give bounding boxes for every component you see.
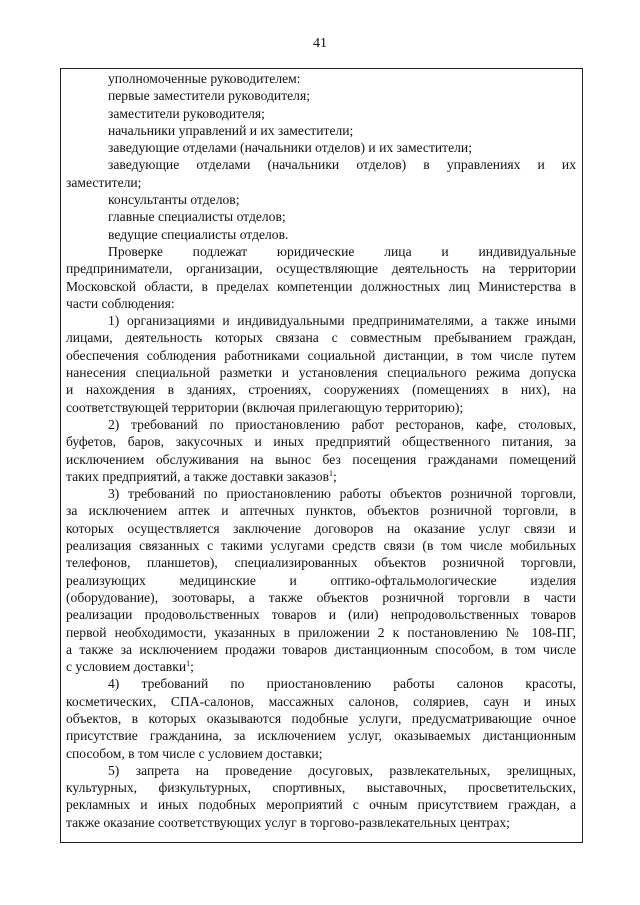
line-text: Московской области, в пределах компетенции должностных лиц Министерства в xyxy=(66,278,576,294)
text-line xyxy=(66,589,576,606)
text-line xyxy=(66,70,576,87)
line-text: 1) организациями и индивидуальными предпринимателями, а также иными xyxy=(108,313,576,329)
text-line xyxy=(66,451,576,468)
line-text: косметических, СПА-салонов, массажных салонов, соляриев, саун и иных xyxy=(66,693,576,709)
text-line xyxy=(66,727,576,744)
text-line xyxy=(66,693,576,710)
line-text: заведующие отделами (начальники отделов) и их заместители; xyxy=(108,140,472,156)
line-text: консультанты отделов; xyxy=(108,192,240,208)
text-line xyxy=(66,312,576,329)
text-line xyxy=(66,779,576,796)
line-text: нанесения специальной разметки и установления специального режима допуска xyxy=(66,365,576,381)
line-text: культурных, физкультурных, спортивных, выставочных, просветительских, xyxy=(66,780,576,796)
text-frame xyxy=(60,68,583,843)
text-line xyxy=(66,105,576,122)
text-line xyxy=(66,485,576,502)
line-text: реализующих медицинские и оптико-офтальмологические изделия xyxy=(66,572,576,588)
line-text: 2) требований по приостановлению работ ресторанов, кафе, столовых, xyxy=(108,416,576,432)
line-text: первые заместители руководителя; xyxy=(108,88,310,104)
line-text: Проверке подлежат юридические лица и индивидуальные xyxy=(108,243,576,259)
text-line xyxy=(66,278,576,295)
line-text: способом, в том числе с условием доставки; xyxy=(66,745,323,761)
line-text: объектов, в которых оказываются подобные услуги, предусматривающие очное xyxy=(66,710,576,726)
line-text: заместители; xyxy=(66,174,142,190)
text-line xyxy=(66,624,576,641)
text-line xyxy=(66,554,576,571)
line-text: соответствующей территории (включая прилегающую территорию); xyxy=(66,399,464,415)
line-text: реализация связанных с такими услугами средств связи (в том числе мобильных xyxy=(66,538,576,554)
text-line xyxy=(66,796,576,813)
text-line xyxy=(66,572,576,589)
line-text: обеспечения соблюдения работниками социальной дистанции, в том числе путем xyxy=(66,347,576,363)
text-line xyxy=(66,122,576,139)
text-line xyxy=(66,814,576,831)
text-line xyxy=(66,710,576,727)
line-text: ведущие специалисты отделов. xyxy=(108,226,289,242)
line-text: с условием доставки xyxy=(66,659,187,675)
line-text: предприниматели, организации, осуществляющие деятельность на территории xyxy=(66,261,576,277)
line-text: заместители руководителя; xyxy=(108,105,265,121)
text-line xyxy=(66,156,576,173)
text-line xyxy=(66,243,576,260)
text-line xyxy=(66,347,576,364)
line-tail: ; xyxy=(333,468,337,484)
text-line xyxy=(66,416,576,433)
text-line xyxy=(66,537,576,554)
line-text: первой необходимости, указанных в приложении 2 к постановлению № 108-ПГ, xyxy=(66,624,576,640)
text-line xyxy=(66,641,576,658)
line-text: исключением обслуживания на вынос без посещения гражданами помещений xyxy=(66,451,576,467)
text-line xyxy=(66,208,576,225)
footnote-marker: 1 xyxy=(329,468,334,478)
text-line xyxy=(66,468,576,485)
text-line xyxy=(66,191,576,208)
text-line xyxy=(66,295,576,312)
line-text: которых осуществляется заключение договоров на оказание услуг связи и xyxy=(66,520,576,536)
text-line xyxy=(66,606,576,623)
line-text: телефонов, планшетов), специализированных объектов розничной торговли, xyxy=(66,555,576,571)
text-line xyxy=(66,87,576,104)
line-text: за исключением аптек и аптечных пунктов, объектов розничной торговли, в xyxy=(66,503,576,519)
line-text: заведующие отделами (начальники отделов) в управлениях и их xyxy=(108,157,576,173)
line-text: буфетов, баров, закусочных и иных предприятий общественного питания, за xyxy=(66,434,576,450)
line-text: начальники управлений и их заместители; xyxy=(108,122,354,138)
line-text: части соблюдения: xyxy=(66,295,175,311)
text-line xyxy=(66,364,576,381)
page-number: 41 xyxy=(313,36,327,51)
line-text: главные специалисты отделов; xyxy=(108,209,286,225)
text-line xyxy=(66,260,576,277)
line-text: уполномоченные руководителем: xyxy=(108,71,301,86)
line-text: 5) запрета на проведение досуговых, развлекательных, зрелищных, xyxy=(108,762,576,778)
line-text: рекламных и иных подобных мероприятий с очным присутствием граждан, а xyxy=(66,797,576,813)
line-text: лицами, деятельность которых связана с совместным пребыванием граждан, xyxy=(66,330,576,346)
text-line xyxy=(66,658,576,675)
line-tail: ; xyxy=(190,659,194,675)
line-text: 3) требований по приостановлению работы объектов розничной торговли, xyxy=(108,486,576,502)
text-line xyxy=(66,520,576,537)
text-line xyxy=(66,762,576,779)
text-line xyxy=(66,329,576,346)
footnote-marker: 1 xyxy=(186,659,191,669)
text-line xyxy=(66,502,576,519)
line-text: 4) требований по приостановлению работы салонов красоты, xyxy=(108,676,576,692)
text-line xyxy=(66,745,576,762)
text-line xyxy=(66,399,576,416)
line-text: также оказание соответствующих услуг в торгово-развлекательных центрах; xyxy=(66,814,510,830)
line-text: присутствие гражданина, за исключением услуг, оказываемых дистанционным xyxy=(66,728,576,744)
text-line xyxy=(66,381,576,398)
text-line xyxy=(66,139,576,156)
text-line xyxy=(66,226,576,243)
text-line xyxy=(66,174,576,191)
line-text: (оборудование), зоотовары, а также объектов розничной торговли в части xyxy=(66,589,576,605)
text-line xyxy=(66,675,576,692)
line-text: реализации продовольственных товаров и (или) непродовольственных товаров xyxy=(66,607,576,623)
text-line xyxy=(66,433,576,450)
line-text: а также за исключением продажи товаров дистанционным способом, в том числе xyxy=(66,641,576,657)
line-text: и нахождения в зданиях, строениях, сооружениях (помещениях в них), на xyxy=(66,382,576,398)
line-text: таких предприятий, а также доставки заказов xyxy=(66,468,330,484)
